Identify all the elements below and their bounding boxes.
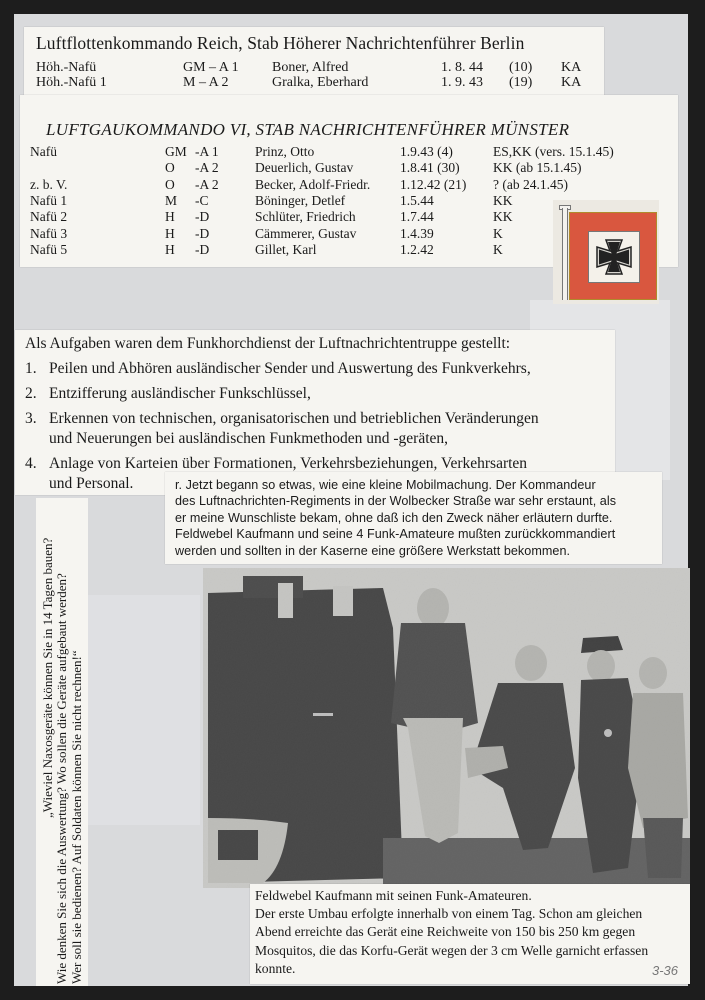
flag-field xyxy=(588,231,640,283)
rank: M – A 2 xyxy=(183,75,229,90)
flag-border xyxy=(569,212,657,300)
clipping-tasks xyxy=(15,330,615,495)
date: 1.4.39 xyxy=(400,225,434,241)
code: -C xyxy=(195,192,209,208)
section-title: Luftflottenkommando Reich, Stab Höherer Nachrichtenführer Berlin xyxy=(36,33,525,53)
date: 1.8.41 (30) xyxy=(400,160,460,176)
table-row xyxy=(30,160,670,177)
story-line: er meine Wunschliste bekam, ohne daß ich den Zweck näher erläutern durfte. xyxy=(175,510,613,525)
list-number: 2. xyxy=(25,385,37,402)
list-number: 1. xyxy=(25,360,37,377)
caption-line: Mosquitos, die das Korfu-Gerät wegen der 3 cm Welle garnicht erfassen xyxy=(255,942,649,958)
iron-cross-flag-icon xyxy=(553,200,659,304)
date: 1.2.42 xyxy=(400,241,434,257)
grade: M xyxy=(165,192,178,208)
list-number: 3. xyxy=(25,410,37,427)
name: Gralka, Eberhard xyxy=(272,75,369,90)
caption-line: Abend erreichte das Gerät eine Reichweite von 150 bis 250 km gegen xyxy=(255,924,636,940)
role: Nafü 5 xyxy=(30,241,68,257)
note: KK xyxy=(493,209,513,225)
date: 1. 8. 44 xyxy=(441,60,483,75)
story-line: Feldwebel Kaufmann und seine 4 Funk-Amateure mußten zurückkommandiert xyxy=(175,527,616,542)
clipping-caption xyxy=(250,884,690,984)
list-number: 4. xyxy=(25,455,37,472)
grade: H xyxy=(165,241,175,257)
quote-line: „Wieviel Naxosgeräte können Sie in 14 Tagen bauen? xyxy=(40,537,55,818)
photo-of-soldiers-icon xyxy=(203,568,690,888)
caption-line: Der erste Umbau erfolgte innerhalb von einem Tag. Schon am gleichen xyxy=(255,906,643,922)
table-row xyxy=(30,177,670,194)
date: 1.7.44 xyxy=(400,209,434,225)
date: 1.5.44 xyxy=(400,192,434,208)
award: KA xyxy=(561,60,582,75)
role: Nafü 3 xyxy=(30,225,68,241)
name: Böninger, Detlef xyxy=(255,192,346,208)
code: -A 1 xyxy=(195,144,219,159)
code: -D xyxy=(195,209,210,225)
list-item-text: Entzifferung ausländischer Funkschlüssel, xyxy=(49,385,311,402)
caption-line: konnte. xyxy=(255,960,296,976)
quote-line: Wer soll sie bedienen? Auf Soldaten können Sie nicht rechnen!“ xyxy=(69,650,84,984)
grade: GM xyxy=(165,144,187,159)
list-item-text: Anlage von Karteien über Formationen, Verkehrsbeziehungen, Verkehrsarten xyxy=(49,455,528,472)
role: Nafü xyxy=(30,144,57,159)
clipping-berlin xyxy=(24,27,604,95)
grade: O xyxy=(165,160,175,176)
code: -A 2 xyxy=(195,176,219,192)
code: -A 2 xyxy=(195,160,219,176)
name: Prinz, Otto xyxy=(255,144,315,159)
tasks-intro: Als Aufgaben waren dem Funkhorchdienst der Luftnachrichtentruppe gestellt: xyxy=(25,335,511,352)
role: Höh.-Nafü 1 xyxy=(36,75,107,90)
role: Nafü 2 xyxy=(30,209,68,225)
note: ES,KK (vers. 15.1.45) xyxy=(493,144,614,159)
story-line: r. Jetzt begann so etwas, wie eine kleine Mobilmachung. Der Kommandeur xyxy=(175,478,596,492)
role: Höh.-Nafü xyxy=(36,60,97,75)
date: 1.9.43 (4) xyxy=(400,144,453,159)
background-band xyxy=(80,595,200,825)
flagpole xyxy=(562,208,568,300)
name: Deuerlich, Gustav xyxy=(255,160,354,176)
clipping-quote-vertical xyxy=(36,498,88,986)
name: Cämmerer, Gustav xyxy=(255,225,357,241)
quote-line: Wie denken Sie sich die Auswertung? Wo sollen die Geräte aufgebaut werden? xyxy=(54,573,69,984)
note: K xyxy=(493,225,503,241)
rank: GM – A 1 xyxy=(183,60,239,75)
code: -D xyxy=(195,225,210,241)
note: K xyxy=(493,241,503,257)
story-line: des Luftnachrichten-Regiments in der Wolbecker Straße war sehr erstaunt, als xyxy=(175,494,617,509)
list-item-text: Peilen und Abhören ausländischer Sender und Auswertung des Funkverkehrs, xyxy=(49,360,531,377)
grade: H xyxy=(165,209,175,225)
date: 1.12.42 (21) xyxy=(400,176,467,192)
note: ? (ab 24.1.45) xyxy=(493,176,568,192)
role: Nafü 1 xyxy=(30,192,68,208)
name: Gillet, Karl xyxy=(255,241,317,257)
table-row xyxy=(30,144,670,161)
list-item-text: und Personal. xyxy=(49,475,134,492)
name: Boner, Alfred xyxy=(272,60,349,75)
code: -D xyxy=(195,241,210,257)
role: z. b. V. xyxy=(30,176,68,192)
note: KK (ab 15.1.45) xyxy=(493,160,582,176)
date: 1. 9. 43 xyxy=(441,75,483,90)
name: Becker, Adolf-Friedr. xyxy=(255,176,371,192)
number: (10) xyxy=(509,60,533,75)
list-item-text: Erkennen von technischen, organisatorischen und betrieblichen Veränderungen xyxy=(49,410,539,427)
note: KK xyxy=(493,192,513,208)
clipping-story xyxy=(165,472,662,564)
grade: H xyxy=(165,225,175,241)
number: (19) xyxy=(509,75,533,90)
grade: O xyxy=(165,176,175,192)
section-title: LUFTGAUKOMMANDO VI, STAB NACHRICHTENFÜHRER MÜNSTER xyxy=(46,120,570,139)
name: Schlüter, Friedrich xyxy=(255,209,356,225)
page-number: 3-36 xyxy=(651,963,678,978)
list-item-text: und Neuerungen bei ausländischen Funkmethoden und -geräten, xyxy=(49,430,449,447)
award: KA xyxy=(561,75,582,90)
caption-line: Feldwebel Kaufmann mit seinen Funk-Amateuren. xyxy=(255,888,532,903)
iron-cross-icon xyxy=(589,232,639,282)
story-line: werden und sollten in der Kaserne eine größere Werkstatt bekommen. xyxy=(175,543,571,558)
photo xyxy=(203,568,690,888)
